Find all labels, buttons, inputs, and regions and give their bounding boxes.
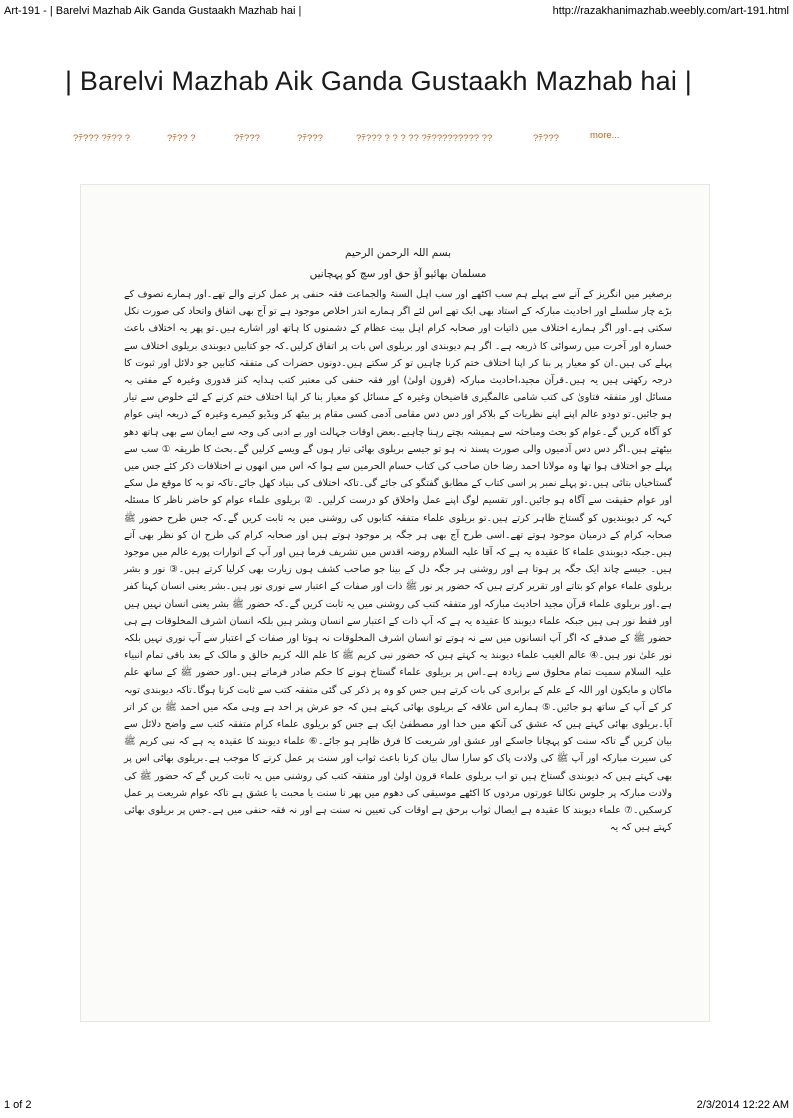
nav-item-3[interactable]: ?ﾃ??? (234, 133, 260, 144)
scanned-document-image (80, 184, 710, 1022)
nav-item-6[interactable]: ?ﾃ??? (533, 133, 559, 144)
document-bismillah: بسم اللہ الرحمن الرحیم (344, 247, 452, 259)
nav-item-4[interactable]: ?ﾃ??? (297, 133, 323, 144)
print-header (4, 5, 789, 19)
print-header-title: Art-191 - | Barelvi Mazhab Aik Ganda Gustaakh Mazhab hai | (4, 5, 302, 17)
nav-item-1[interactable]: ?ﾃ??? ?ﾃ?? ? (73, 133, 131, 144)
nav-more-link[interactable]: more... (590, 130, 620, 141)
scanned-document-text (124, 242, 672, 1012)
site-nav (73, 130, 713, 144)
document-subtitle: مسلمان بھائیو آؤ حق اور سچ کو پہچانیں (309, 268, 487, 280)
print-footer-page-number: 1 of 2 (4, 1099, 32, 1111)
document-body: برصغیر میں انگریز کے آنے سے پہلے ہم سب اکٹھے اور سب اہل السنۃ والجماعت فقہ حنفی پر عمل کرنے والے تھے۔اور ہمارے تصوف کے بڑے چار سلسلے اور احادیث مبارکہ کے استاد بھی ایک تھے اس لئے اگر ہمارے اندر اخلاص موجود ہے تو آج بھی اتفاق واتحاد کی صورت نکل سکتی ہے۔اور اگر ہمارے اختلاف میں ذاتیات اور صحابہ کرام اہل بیت عظام کے دشمنوں کا ہاتھ اور اشارے ہیں۔تو پھر یہ اختلاف باعث خسارہ اور آخرت میں رسوائی کا ذریعہ ہے۔ اگر ہم دیوبندی اور بریلوی اس بات پر اتفاق کرلیں۔کہ جو کتابیں دیوبندی بریلوی اختلاف سے پہلے کی ہیں۔ان کو معیار پر بنا کر اپنا اختلاف ختم کرنا چاہیں تو کر سکتے ہیں۔دونوں حضرات کی متفقہ کتابیں جو دلائل اور ثبوت کا درجہ رکھتی ہیں یہ ہیں۔قرآن مجید،احادیث مبارکہ (قرون اولیٰ) اور فقہ حنفی کی معتبر کتب ہدایہ کنز قدوری وغیرہ کے مفتی بہ مسائل اور متفقہ فتاویٰ کی کتب شامی عالمگیری قاضیخان وغیرہ کے مسائل کو معیار بنا کر اپنا اختلاف ختم کرنے کے لئے خلوص سے تیار ہو جائیں۔تو دودو عالم اپنے اپنے نظریات کے بلاکر اور دس دس مقامی آدمی کسی مقام پر بیٹھ کر ویڈیو کیمرے وغیرہ کے ذریعہ اپنی عوام کو آگاہ کریں گے۔عوام کو بحث ومباحثہ سے ہمیشہ بچتے رہنا چاہیے۔بعض اوقات جہالت اور بے ادبی کی وجہ سے ایمان سے بھی ہاتھ دھو بیٹھتے ہیں۔اگر دس دس آدمیوں والی صورت پسند نہ ہو تو جیسے بریلوی بھائی تیار ہوں گے ویسے کرلیں گے۔بحث کا طریقہ ① سب سے پہلے جو اختلاف ہوا تھا وہ مولانا احمد رضا خان صاحب کی کتاب حسام الحرمین سے ہوا کہ اس میں انھوں نے اختلافات ذکر کئے جس میں گستاخیاں بتائی ہیں۔تو پہلے نمبر پر اسی کتاب کے مطابق گفتگو کی جائے گی۔تاکہ اختلاف کی بنیاد کھل جائے۔تاکہ تو بہ کا موقع مل سکے اور عوام حقیقت سے آگاہ ہو جائیں۔اور تقسیم لوگ اپنے عمل واخلاق کو درست کرلیں۔ ② بریلوی علماء عوام کو حاضر ناظر کا مسئلہ کہہ کر دیوبندیوں کو گستاخ ظاہر کرتے ہیں۔تو بریلوی علماء متفقہ کتابوں کی روشنی میں یہ ثابت کریں گے۔کہ جس طرح حضور ﷺ صحابہ کرام کے درمیان موجود ہوتے تھے۔اسی طرح آج بھی ہر جگہ پر موجود ہوتے ہیں اور صحابہ کرام کی طرح ان کو نظر بھی آتے ہیں۔جبکہ دیوبندی علماء کا عقیدہ یہ ہے کہ آقا علیہ السلام روضہ اقدس میں تشریف فرما ہیں اور آپ کے انوارات پورے عالم میں موجود ہیں۔ جیسے چاند ایک جگہ پر ہوتا ہے اور روشنی ہر جگہ دل کے بینا جو صاحب کشف ہوں زیارت بھی کرلیا کرتے ہیں۔③ نور و بشر بریلوی علماء عوام کو بتاتے اور تقریر کرتے ہیں کہ حضور پر نور ﷺ ذات اور صفات کے اعتبار سے نوری نور ہیں۔بشر یعنی انسان کہنا کفر ہے۔اور بریلوی علماء قرآن مجید احادیث مبارکہ اور متفقہ کتب کی روشنی میں یہ ثابت کریں گے۔کہ حضور ﷺ بشر یعنی انسان نہیں ہیں اور فقط نور ہی ہیں جبکہ علماء دیوبند کا عقیدہ یہ ہے کہ آپ ذات کے اعتبار سے انسان وبشر ہیں بلکہ انسان اشرف المخلوقات ہے ہی حضور ﷺ کے صدقے کہ اگر آپ انسانوں میں سے نہ ہوتے تو انسان اشرف المخلوقات نہ ہوتا اور صفات کے اعتبار سے آپ نوری نہیں بلکہ نور علیٰ نور ہیں۔④ عالم الغیب علماء دیوبند یہ کہتے ہیں کہ حضور نبی کریم ﷺ کا علم اللہ کریم خالق و مالک کے بعد باقی تمام انبیاء علیہ السلام سمیت تمام مخلوق سے زیادہ ہے۔اس پر بریلوی علماء گستاخ ہونے کا حکم صادر فرماتے ہیں۔اور حضور ﷺ کے ساتھ علم ماکان و مایکون اور اللہ کے علم کے برابری کی بات کرتے ہیں جس کو وہ پر ذکر کی گئی متفقہ کتب سے ثابت کرنا ہوگا۔تاکہ دیوبندی توبہ کر کے آپ کے ساتھ ہو جائیں۔⑤ ہمارے اس علاقہ کے بریلوی بھائی کہتے ہیں کہ جو عرش پر احد ہے وہی مکہ میں احمد ﷺ بن کر اتر آیا۔بریلوی بھائی کہتے ہیں کہ عشق کی آنکھ میں خدا اور مصطفیٰ ایک ہے جس کو بریلوی علماء کرام متفقہ کتب سے واضح دلائل سے بیان کریں گے تاکہ سنت کو پہچانا جاسکے اور عشق اور شریعت کا فرق ظاہر ہو جائے۔⑥ علماء دیوبند کا عقیدہ یہ ہے کہ نبی کریم ﷺ کی سیرت مبارکہ اور آپ ﷺ کی ولادت پاک کو سارا سال بیان کرنا باعث ثواب اور سنت پر عمل کرنے کا موجب ہے۔بریلوی بھائی اس پر بھی کہتے ہیں کہ دیوبندی گستاخ ہیں تو اب بریلوی علماء قرون اولیٰ اور متفقہ کتب کی روشنی میں یہ ثابت کریں گے کہ حضور ﷺ کی ولادت مبارکہ پر جلوس نکالنا عورتوں مردوں کا اکٹھے موسیقی کی دھوم میں پھر نا سنت یا محبت یا عشق ہے تاکہ عوام شریعت پر عمل کرسکیں۔⑦ علماء دیوبند کا عقیدہ ہے ایصال ثواب برحق ہے اوقات کی تعیین نہ سنت ہے اور نہ فقہ حنفی میں ہے۔جس پر بریلوی بھائی کہتے ہیں کہ یہ (124, 289, 672, 834)
page-title: | Barelvi Mazhab Aik Ganda Gustaakh Mazhab hai | (65, 66, 692, 96)
print-header-url: http://razakhanimazhab.weebly.com/art-191.html (552, 5, 789, 17)
print-footer-timestamp: 2/3/2014 12:22 AM (696, 1099, 789, 1111)
print-footer (4, 1099, 789, 1113)
nav-item-2[interactable]: ?ﾃ?? ? (167, 133, 196, 144)
nav-item-5[interactable]: ?ﾃ??? ? ? ? ?? ?ﾃ????????? ?? (356, 133, 493, 144)
